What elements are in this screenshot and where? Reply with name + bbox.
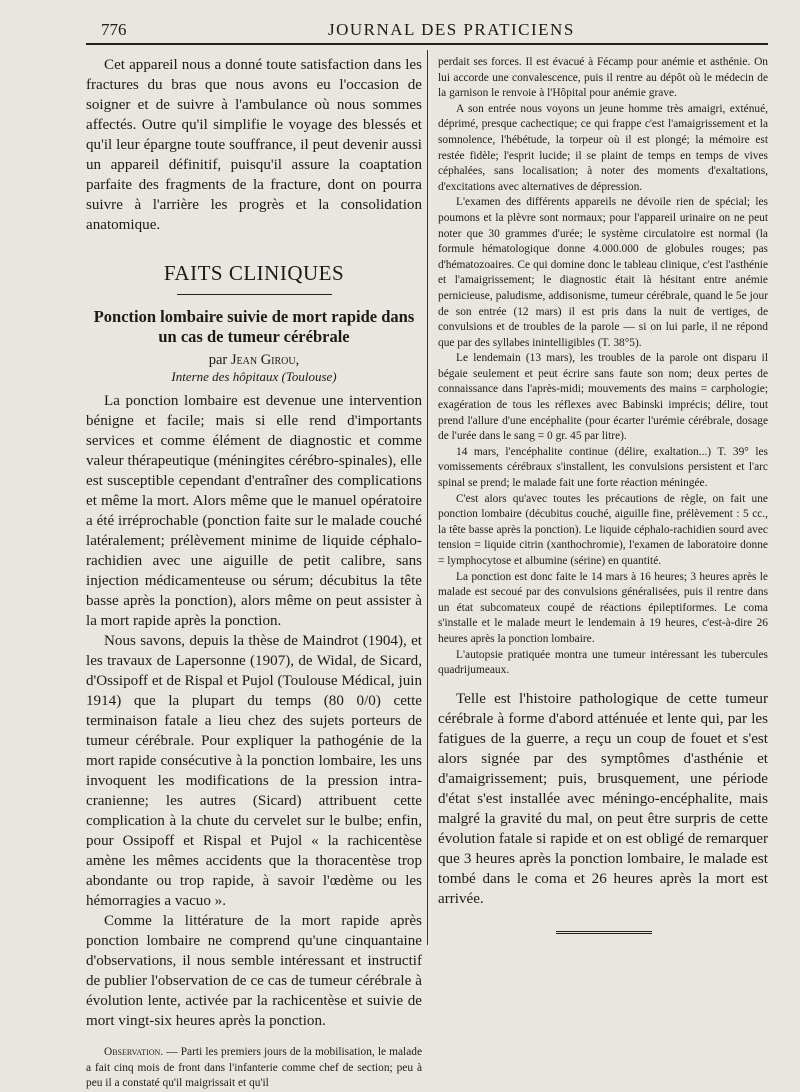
observation-paragraph: A son entrée nous voyons un jeune homme très amaigri, exténué, déprimé, presque cachectique; ce qui frappe c'est l'amaigrissement et la somnolence, l'hébétude, la torpeur où il est plongé; la mémoire est restée fidèle; l'esprit lucide; il se plaint de temps en temps de vives céphalées, sans localisation; à noter des moments d'exaltations, d'excitations avec alternatives de dépression. — [438, 102, 768, 193]
header-rule — [86, 43, 768, 45]
observation-paragraph: La ponction est donc faite le 14 mars à 16 heures; 3 heures après le malade est secoué par des convulsions généralisées, puis il rentre dans un état subcomateux coupé de réactions épileptiformes. Le coma s'installe et le malade meurt le lendemain à 19 heures, c'est-à-dire 26 heures après la ponction lombaire. — [438, 570, 768, 645]
intro-paragraph: Cet appareil nous a donné toute satisfaction dans les fractures du bras que nous avons eu l'occasion de soigner et de suivre à l'ambulance où nous sommes affectés. Outre qu'il simplifie le voyage des blessés et qu'il leur épargne toute souffrance, il peut devenir aussi un appareil définitif, puisqu'il assure la coaptation parfaite des fragments de la fracture, dont on pourra suivre à l'arrière les progrès et la consolidation anatomique. — [86, 57, 422, 233]
observation-paragraph: L'examen des différents appareils ne dévoile rien de spécial; les poumons et la plèvre sont normaux; pour l'appareil urinaire on ne peut noter que 30 grammes d'urée; le système circulatoire est normal (la formule hématologique donne 4.000.000 de globules rouges; pas d'hématozoaires. Ce qui domine donc le tableau clinique, c'est l'asthénie et l'amaigrissement; le diagnostic était là hésitant entre anémie pernicieuse, paludisme, addisonisme, tumeur cérébrale, quand le 5e jour de son entrée (12 mars) il est pris dans la nuit de vertiges, de convulsions et de troubles de la parole — si on lui parle, il ne répond que par des syllabes inintelligibles (T. 38°5). — [438, 196, 768, 349]
section-rule — [177, 294, 332, 295]
author-name: Jean Girou, — [230, 352, 300, 368]
observation-text: — Parti les premiers jours de la mobilisation, le malade a fait cinq mois de front dans l'infanterie comme chef de section; peu à peu il a constaté qu'il maigrissait et qu'il — [86, 1046, 422, 1089]
body-paragraph: Nous savons, depuis la thèse de Maindrot (1904), et les travaux de Lapersonne (1907), de Widal, de Sicard, d'Ossipoff et de Rispal et Pujol (Toulouse Médical, juin 1914) que la plupart du temps (80 0/0) cette terminaison fatale a lieu chez des sujets porteurs de tumeur cérébrale. Pour expliquer la pathogénie de la mort rapide consécutive à la ponction lombaire, les uns invoquent les modifications de la pression intra-cranienne; les autres (Sicard) attribuent cette complication à la chute du cervelet sur le bulbe; enfin, pour Ossipoff et Rispal et Pujol « la rachicentèse amène les mêmes accidents que la thoracentèse trop abondante ou trop rapide, à savoir l'œdème ou les hémorragies a vacuo ». — [86, 633, 422, 909]
author-affiliation: Interne des hôpitaux (Toulouse) — [171, 369, 337, 384]
observation-continued: perdait ses forces. Il est évacué à Fécamp pour anémie et asthénie. On lui accorde une convalescence, puis il rentre au dépôt où le médecin de la garnison le renvoie à l'Hôpital pour anémie grave. — [438, 56, 768, 100]
end-rule — [556, 931, 652, 934]
observation-paragraph — [86, 1045, 422, 1092]
right-column — [438, 55, 768, 934]
body-paragraph: La ponction lombaire est devenue une intervention bénigne et facile; mais si elle rend d'importants services et comme élément de diagnostic et comme valeur thérapeutique (méningites cérébro-spinales), elle est susceptible cependant d'entraîner des complications et même la mort. Alors même que le manuel opératoire a été irréprochable (ponction faite sur le malade couché latéralement; prélèvement minime de liquide céphalo-rachidien avec une aiguille de petit calibre, sans injection médicamenteuse ou sérum; décubitus la tête basse après la ponction), alors même on peut assister à la mort rapide après la ponction. — [86, 393, 422, 629]
article-title: Ponction lombaire suivie de mort rapide dans un cas de tumeur cérébrale — [93, 307, 415, 346]
observation-paragraph: C'est alors qu'avec toutes les précautions de règle, on fait une ponction lombaire (décubitus couché, aiguille fine, prélèvement : 5 cc., la tête basse après la ponction). Le liquide céphalo-rachidien sourd avec tension = liquide citrin (xanthochromie), l'examen de laboratoire donne = lymphocytose et albumine (sérine) en quantité. — [438, 492, 768, 567]
page-header — [0, 0, 800, 48]
page-number: 776 — [101, 20, 127, 39]
column-divider — [427, 50, 428, 945]
observation-paragraph: L'autopsie pratiquée montra une tumeur intéressant les tubercules quadrijumeaux. — [438, 648, 768, 677]
byline — [86, 351, 422, 369]
observation-paragraph: Le lendemain (13 mars), les troubles de la parole ont disparu il bégaie seulement et peut écrire sans faute son nom; deux pertes de connaissance dans l'après-midi; mouvements des mains = carphologie; exagération de tous les réflexes avec Babinski imprécis; délire, tout prend l'allure d'une encéphalite (pour écarter l'urémie cérébrale, dosage de l'urée dans le sang = 0 gr. 45 par litre). — [438, 352, 768, 443]
observation-paragraph: 14 mars, l'encéphalite continue (délire, exaltation...) T. 39° les vomissements cérébraux s'installent, les convulsions persistent et l'arc spinal se prend; le malade fait une forte réaction méningée. — [438, 445, 768, 490]
journal-title: JOURNAL DES PRATICIENS — [328, 20, 575, 39]
body-paragraph: Comme la littérature de la mort rapide après ponction lombaire ne comprend qu'une cinquantaine d'observations, il nous semble intéressant et instructif de publier l'observation de ce cas de tumeur cérébrale à évolution lente, activée par la rachicentèse et suivie de mort vingt-six heures après la ponction. — [86, 913, 422, 1029]
observation-label: Observation. — [104, 1046, 164, 1058]
conclusion-paragraph: Telle est l'histoire pathologique de cette tumeur cérébrale à forme d'abord atténuée et lente qui, par les fatigues de la guerre, a reçu un coup de fouet et s'est alors signée par des symptômes d'asthénie et d'amaigrissement; puis, brusquement, une période d'état s'est installée avec méningo-encéphalite, mais malgré la gravité du mal, on peut être surpris de cette évolution fatale si rapide et on est obligé de remarquer que 3 heures après la ponction lombaire, le malade est tombé dans le coma et 26 heures après la mort est arrivée. — [438, 690, 768, 907]
left-column — [86, 55, 422, 1092]
byline-prefix: par — [208, 352, 228, 368]
section-heading: FAITS CLINIQUES — [163, 261, 345, 285]
